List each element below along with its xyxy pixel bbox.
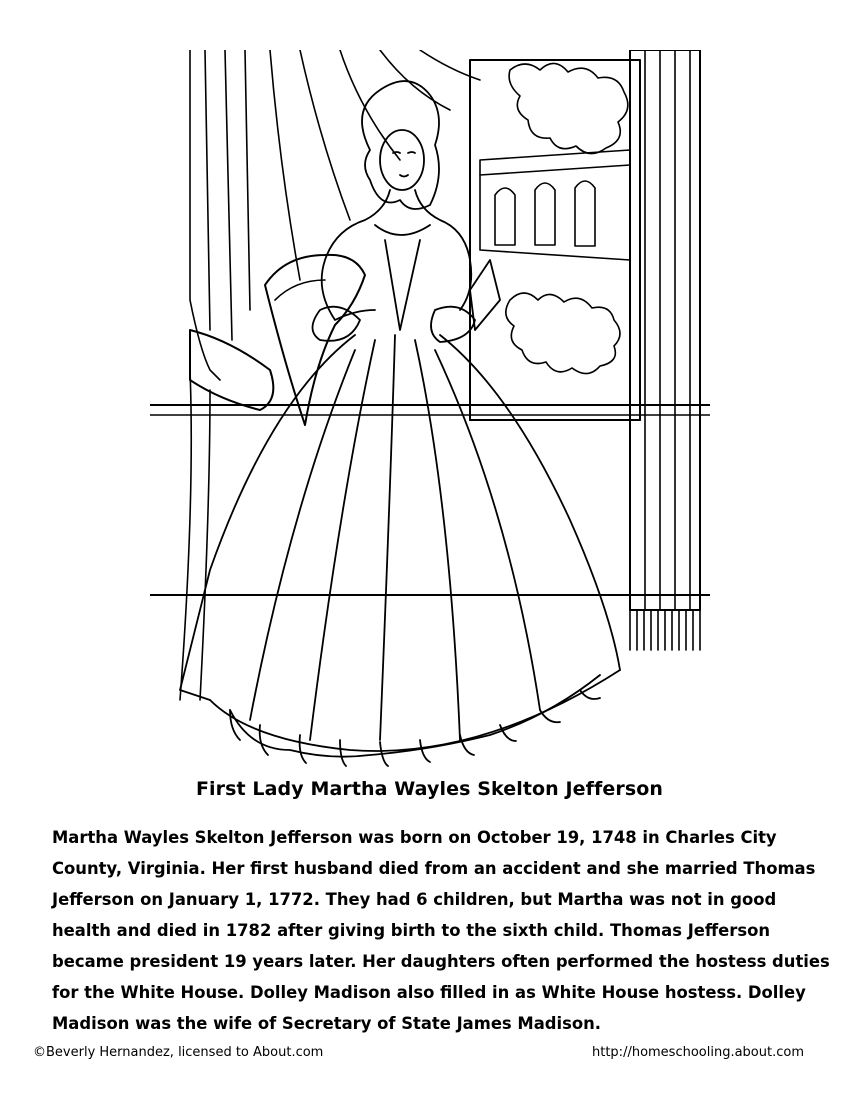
copyright-notice: ©Beverly Hernandez, licensed to About.com: [33, 1045, 324, 1060]
background-building: [480, 150, 630, 260]
source-url[interactable]: http://homeschooling.about.com: [592, 1045, 804, 1060]
martha-jefferson-coloring-illustration: [150, 50, 710, 770]
window-frame: [150, 60, 710, 595]
background-trees: [506, 63, 628, 373]
lady-figure: [180, 81, 620, 766]
biography-paragraph: Martha Wayles Skelton Jefferson was born on October 19, 1748 in Charles City County, Virginia. Her first husband died from an accident and she married Thomas Jefferson on January 1, 1772. They had 6 children, but Martha was not in good health and died in 1782 after giving birth to the sixth child. Thomas Jefferson became president 19 years later. Her daughters often performed the hostess duties for the White House. Dolley Madison also filled in as White House hostess. Dolley Madison was the wife of Secretary of State James Madison.: [52, 828, 830, 1033]
illustration-caption: First Lady Martha Wayles Skelton Jefferson: [195, 778, 664, 800]
